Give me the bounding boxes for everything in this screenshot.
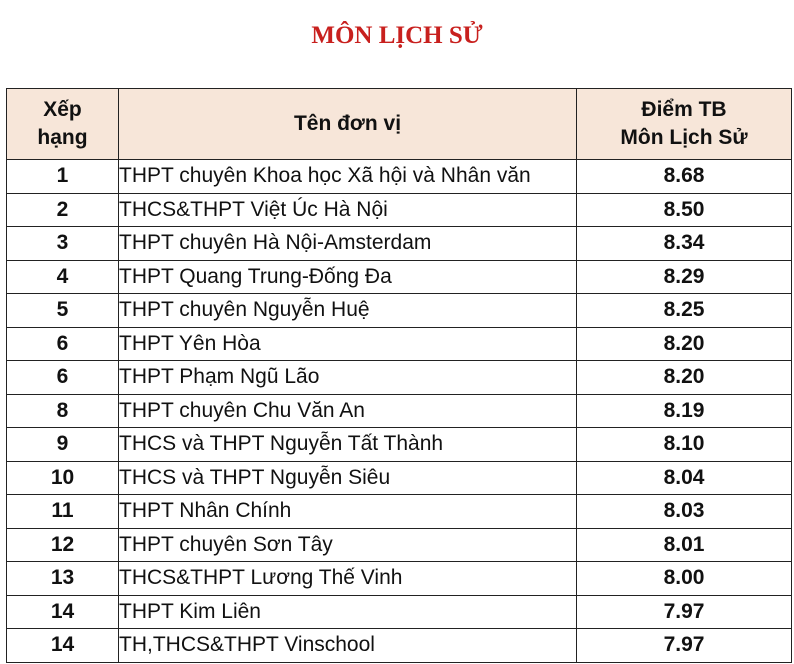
score-cell: 8.01 — [577, 528, 792, 562]
table-row — [7, 562, 792, 596]
table-row — [7, 428, 792, 462]
rank-cell: 14 — [7, 595, 119, 629]
score-cell: 8.34 — [577, 227, 792, 261]
table-body — [7, 160, 792, 663]
rank-cell: 10 — [7, 461, 119, 495]
table-row — [7, 160, 792, 194]
score-cell: 8.68 — [577, 160, 792, 194]
rank-cell: 8 — [7, 394, 119, 428]
rank-cell: 13 — [7, 562, 119, 596]
ranking-table — [6, 88, 792, 663]
table-row — [7, 361, 792, 395]
score-cell: 8.20 — [577, 327, 792, 361]
rank-cell: 11 — [7, 495, 119, 529]
school-name-cell: THPT chuyên Chu Văn An — [119, 394, 577, 428]
table-row — [7, 327, 792, 361]
page-title: MÔN LỊCH SỬ — [311, 22, 483, 49]
score-cell: 8.50 — [577, 193, 792, 227]
rank-cell: 5 — [7, 294, 119, 328]
rank-cell: 2 — [7, 193, 119, 227]
rank-cell: 6 — [7, 361, 119, 395]
table-row — [7, 227, 792, 261]
header-name: Tên đơn vị — [119, 89, 577, 160]
rank-cell: 1 — [7, 160, 119, 194]
school-name-cell: THPT Yên Hòa — [119, 327, 577, 361]
school-name-cell: THCS và THPT Nguyễn Tất Thành — [119, 428, 577, 462]
rank-cell: 3 — [7, 227, 119, 261]
score-cell: 7.97 — [577, 629, 792, 663]
header-score — [577, 89, 792, 160]
header-score-line2: Môn Lịch Sử — [620, 126, 748, 149]
table-row — [7, 260, 792, 294]
header-rank-line1: Xếp — [43, 97, 82, 121]
table-row — [7, 461, 792, 495]
table-row — [7, 528, 792, 562]
header-row — [7, 89, 792, 160]
score-cell: 8.25 — [577, 294, 792, 328]
table-row — [7, 495, 792, 529]
rank-cell: 4 — [7, 260, 119, 294]
school-name-cell: THPT chuyên Nguyễn Huệ — [119, 294, 577, 328]
score-cell: 8.19 — [577, 394, 792, 428]
school-name-cell: THPT Phạm Ngũ Lão — [119, 361, 577, 395]
score-cell: 8.00 — [577, 562, 792, 596]
school-name-cell: THCS và THPT Nguyễn Siêu — [119, 461, 577, 495]
school-name-cell: THPT chuyên Khoa học Xã hội và Nhân văn — [119, 160, 577, 194]
table-row — [7, 193, 792, 227]
school-name-cell: TH,THCS&THPT Vinschool — [119, 629, 577, 663]
score-cell: 8.20 — [577, 361, 792, 395]
table-row — [7, 595, 792, 629]
rank-cell: 6 — [7, 327, 119, 361]
table-row — [7, 629, 792, 663]
school-name-cell: THPT Kim Liên — [119, 595, 577, 629]
header-score-line1: Điểm TB — [641, 97, 727, 121]
score-cell: 8.29 — [577, 260, 792, 294]
rank-cell: 14 — [7, 629, 119, 663]
score-cell: 8.10 — [577, 428, 792, 462]
score-cell: 8.03 — [577, 495, 792, 529]
school-name-cell: THPT Nhân Chính — [119, 495, 577, 529]
rank-cell: 9 — [7, 428, 119, 462]
header-rank-line2: hạng — [37, 126, 88, 149]
table-header — [7, 89, 792, 160]
score-cell: 8.04 — [577, 461, 792, 495]
school-name-cell: THPT chuyên Sơn Tây — [119, 528, 577, 562]
table-row — [7, 294, 792, 328]
school-name-cell: THCS&THPT Việt Úc Hà Nội — [119, 193, 577, 227]
school-name-cell: THPT Quang Trung-Đống Đa — [119, 260, 577, 294]
school-name-cell: THCS&THPT Lương Thế Vinh — [119, 562, 577, 596]
rank-cell: 12 — [7, 528, 119, 562]
table-row — [7, 394, 792, 428]
school-name-cell: THPT chuyên Hà Nội-Amsterdam — [119, 227, 577, 261]
score-cell: 7.97 — [577, 595, 792, 629]
header-rank — [7, 89, 119, 160]
